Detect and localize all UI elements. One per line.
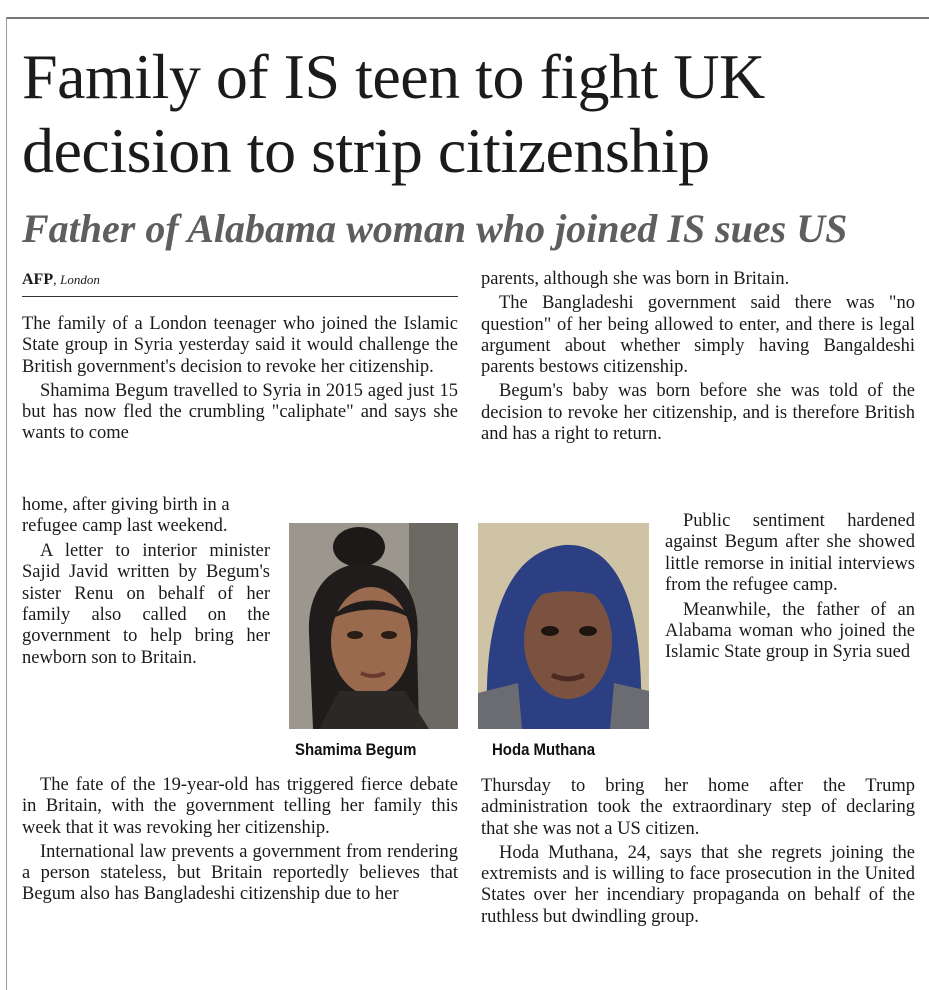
caption-shamima-begum: Shamima Begum (295, 740, 417, 759)
portrait-illustration (478, 523, 649, 729)
paragraph: A letter to interior minister Sajid Javid written by Begum's sister Renu on behalf of her family also called on the government to help bring her newborn son to Britain. (22, 540, 270, 668)
column-1-bottom (22, 775, 458, 906)
paragraph: Begum's baby was born before she was told of the decision to revoke her citizenship, and is therefore British and has a right to return. (481, 381, 915, 445)
column-2-top (481, 269, 915, 445)
paragraph: parents, although she was born in Britain. (481, 269, 790, 289)
paragraph: The Bangladeshi government said there was "no question" of her being allowed to enter, and there is legal argument about whether simply having Bangaldeshi parents bestows citizenship. (481, 293, 915, 378)
paragraph: The fate of the 19-year-old has triggered fierce debate in Britain, with the government telling her family this week that it was revoking her citizenship. (22, 775, 458, 838)
paragraph: Meanwhile, the father of an Alabama woman who joined the Islamic State group in Syria sued (665, 599, 915, 663)
frame-top-rule (6, 17, 929, 19)
byline-rule (22, 296, 458, 297)
subheadline: Father of Alabama woman who joined IS sues US (22, 206, 848, 251)
byline (22, 270, 100, 291)
byline-agency: AFP (22, 271, 54, 288)
column-1-top (22, 314, 458, 445)
paragraph: Hoda Muthana, 24, says that she regrets joining the extremists and is willing to face prosecution in the United States over her incendiary propaganda on behalf of the ruthless but dwindling group. (481, 842, 915, 927)
photo-hoda-muthana (478, 523, 649, 729)
column-2-narrow (665, 511, 915, 664)
paragraph: Shamima Begum travelled to Syria in 2015 aged just 15 but has now fled the crumbling "caliphate" and says she wants to come (22, 380, 458, 444)
paragraph: Thursday to bring her home after the Trump administration took the extraordinary step of declaring that she was not a US citizen. (481, 776, 915, 839)
column-2-bottom (481, 776, 915, 928)
paragraph: The family of a London teenager who joined the Islamic State group in Syria yesterday said it would challenge the British government's decision to revoke her citizenship. (22, 314, 458, 377)
paragraph: International law prevents a government from rendering a person stateless, but Britain reportedly believes that Begum also has Bangladeshi citizenship due to her (22, 841, 458, 905)
byline-place: London (60, 272, 100, 287)
frame-left-rule (6, 17, 7, 990)
paragraph: Public sentiment hardened against Begum after she showed little remorse in initial interviews from the refugee camp. (665, 511, 915, 596)
headline: Family of IS teen to fight UK decision to strip citizenship (22, 41, 765, 186)
paragraph: home, after giving birth in a refugee camp last weekend. (22, 495, 230, 537)
caption-hoda-muthana: Hoda Muthana (492, 740, 596, 759)
column-1-narrow (22, 495, 270, 669)
byline-separator: , (53, 273, 57, 288)
portrait-illustration (289, 523, 458, 729)
photo-shamima-begum (289, 523, 458, 729)
